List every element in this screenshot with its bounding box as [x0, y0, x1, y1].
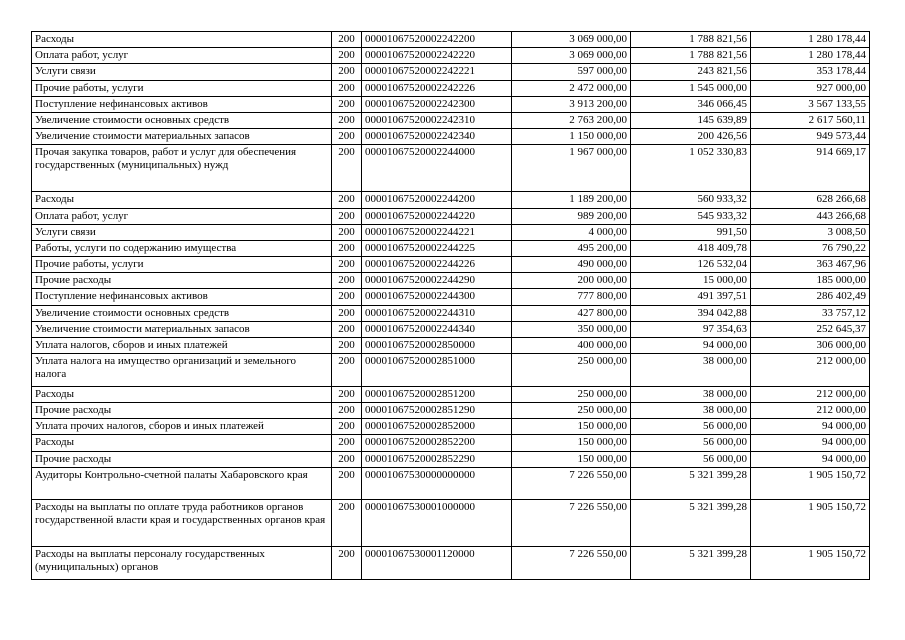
row-name-cell: Услуги связи	[32, 64, 332, 80]
row-executed-cell: 56 000,00	[631, 451, 751, 467]
row-executed-cell: 1 788 821,56	[631, 32, 751, 48]
row-executed-cell: 126 532,04	[631, 257, 751, 273]
row-approved-cell: 1 189 200,00	[512, 192, 631, 208]
row-name-cell: Прочие расходы	[32, 402, 332, 418]
row-approved-cell: 2 472 000,00	[512, 80, 631, 96]
row-approved-cell: 3 069 000,00	[512, 48, 631, 64]
row-classification-cell: 00001067530001000000	[362, 500, 512, 547]
row-name-cell: Прочие расходы	[32, 273, 332, 289]
row-unexecuted-cell: 1 280 178,44	[751, 48, 870, 64]
row-code-cell: 200	[332, 386, 362, 402]
row-name-cell: Аудиторы Контрольно-счетной палаты Хабаровского края	[32, 467, 332, 500]
row-approved-cell: 250 000,00	[512, 402, 631, 418]
row-unexecuted-cell: 914 669,17	[751, 145, 870, 192]
table-row	[32, 208, 870, 224]
row-approved-cell: 597 000,00	[512, 64, 631, 80]
row-executed-cell: 346 066,45	[631, 96, 751, 112]
row-code-cell: 200	[332, 224, 362, 240]
row-classification-cell: 00001067520002851000	[362, 354, 512, 387]
table-row	[32, 48, 870, 64]
table-body	[32, 32, 870, 580]
row-classification-cell: 00001067520002244200	[362, 192, 512, 208]
row-executed-cell: 145 639,89	[631, 112, 751, 128]
row-unexecuted-cell: 3 008,50	[751, 224, 870, 240]
row-unexecuted-cell: 1 905 150,72	[751, 500, 870, 547]
row-unexecuted-cell: 94 000,00	[751, 435, 870, 451]
row-code-cell: 200	[332, 435, 362, 451]
row-approved-cell: 350 000,00	[512, 321, 631, 337]
row-code-cell: 200	[332, 208, 362, 224]
row-name-cell: Расходы	[32, 32, 332, 48]
row-code-cell: 200	[332, 32, 362, 48]
row-classification-cell: 00001067520002242200	[362, 32, 512, 48]
row-unexecuted-cell: 76 790,22	[751, 240, 870, 256]
row-code-cell: 200	[332, 354, 362, 387]
row-unexecuted-cell: 2 617 560,11	[751, 112, 870, 128]
row-executed-cell: 991,50	[631, 224, 751, 240]
row-executed-cell: 1 788 821,56	[631, 48, 751, 64]
row-code-cell: 200	[332, 48, 362, 64]
row-approved-cell: 7 226 550,00	[512, 500, 631, 547]
row-classification-cell: 00001067520002852000	[362, 419, 512, 435]
row-classification-cell: 00001067520002244310	[362, 305, 512, 321]
row-name-cell: Прочие расходы	[32, 451, 332, 467]
row-unexecuted-cell: 3 567 133,55	[751, 96, 870, 112]
row-approved-cell: 1 967 000,00	[512, 145, 631, 192]
table-row	[32, 451, 870, 467]
table-row	[32, 32, 870, 48]
row-classification-cell: 00001067520002244225	[362, 240, 512, 256]
row-unexecuted-cell: 212 000,00	[751, 386, 870, 402]
row-classification-cell: 00001067520002242226	[362, 80, 512, 96]
row-executed-cell: 38 000,00	[631, 386, 751, 402]
row-executed-cell: 5 321 399,28	[631, 500, 751, 547]
row-unexecuted-cell: 1 905 150,72	[751, 547, 870, 580]
row-code-cell: 200	[332, 289, 362, 305]
row-code-cell: 200	[332, 96, 362, 112]
row-name-cell: Увеличение стоимости основных средств	[32, 112, 332, 128]
row-unexecuted-cell: 286 402,49	[751, 289, 870, 305]
row-classification-cell: 00001067520002242300	[362, 96, 512, 112]
table-row	[32, 419, 870, 435]
row-classification-cell: 00001067520002852290	[362, 451, 512, 467]
row-executed-cell: 1 545 000,00	[631, 80, 751, 96]
row-name-cell: Увеличение стоимости материальных запасов	[32, 129, 332, 145]
row-name-cell: Оплата работ, услуг	[32, 48, 332, 64]
row-executed-cell: 56 000,00	[631, 435, 751, 451]
row-approved-cell: 989 200,00	[512, 208, 631, 224]
row-classification-cell: 00001067520002244220	[362, 208, 512, 224]
row-executed-cell: 560 933,32	[631, 192, 751, 208]
row-code-cell: 200	[332, 451, 362, 467]
row-executed-cell: 94 000,00	[631, 338, 751, 354]
row-unexecuted-cell: 927 000,00	[751, 80, 870, 96]
row-approved-cell: 3 913 200,00	[512, 96, 631, 112]
row-unexecuted-cell: 212 000,00	[751, 354, 870, 387]
row-code-cell: 200	[332, 273, 362, 289]
row-classification-cell: 00001067530001120000	[362, 547, 512, 580]
row-approved-cell: 150 000,00	[512, 419, 631, 435]
row-name-cell: Оплата работ, услуг	[32, 208, 332, 224]
row-classification-cell: 00001067520002244226	[362, 257, 512, 273]
row-name-cell: Уплата налогов, сборов и иных платежей	[32, 338, 332, 354]
row-classification-cell: 00001067520002244300	[362, 289, 512, 305]
row-code-cell: 200	[332, 80, 362, 96]
row-approved-cell: 777 800,00	[512, 289, 631, 305]
row-name-cell: Расходы	[32, 192, 332, 208]
row-unexecuted-cell: 1 280 178,44	[751, 32, 870, 48]
row-unexecuted-cell: 363 467,96	[751, 257, 870, 273]
row-classification-cell: 00001067530000000000	[362, 467, 512, 500]
table-row	[32, 500, 870, 547]
row-classification-cell: 00001067520002244221	[362, 224, 512, 240]
row-code-cell: 200	[332, 129, 362, 145]
row-classification-cell: 00001067520002244290	[362, 273, 512, 289]
table-row	[32, 402, 870, 418]
row-unexecuted-cell: 94 000,00	[751, 419, 870, 435]
row-unexecuted-cell: 33 757,12	[751, 305, 870, 321]
row-executed-cell: 38 000,00	[631, 354, 751, 387]
row-code-cell: 200	[332, 338, 362, 354]
row-executed-cell: 5 321 399,28	[631, 547, 751, 580]
row-name-cell: Поступление нефинансовых активов	[32, 289, 332, 305]
row-unexecuted-cell: 306 000,00	[751, 338, 870, 354]
row-unexecuted-cell: 443 266,68	[751, 208, 870, 224]
row-unexecuted-cell: 252 645,37	[751, 321, 870, 337]
table-row	[32, 354, 870, 387]
row-name-cell: Работы, услуги по содержанию имущества	[32, 240, 332, 256]
row-code-cell: 200	[332, 64, 362, 80]
row-code-cell: 200	[332, 305, 362, 321]
row-code-cell: 200	[332, 240, 362, 256]
row-code-cell: 200	[332, 321, 362, 337]
row-unexecuted-cell: 185 000,00	[751, 273, 870, 289]
row-name-cell: Поступление нефинансовых активов	[32, 96, 332, 112]
row-classification-cell: 00001067520002851290	[362, 402, 512, 418]
row-approved-cell: 495 200,00	[512, 240, 631, 256]
row-approved-cell: 2 763 200,00	[512, 112, 631, 128]
row-name-cell: Расходы	[32, 435, 332, 451]
row-executed-cell: 38 000,00	[631, 402, 751, 418]
table-row	[32, 338, 870, 354]
row-unexecuted-cell: 1 905 150,72	[751, 467, 870, 500]
row-approved-cell: 490 000,00	[512, 257, 631, 273]
row-executed-cell: 418 409,78	[631, 240, 751, 256]
row-executed-cell: 545 933,32	[631, 208, 751, 224]
table-row	[32, 467, 870, 500]
row-code-cell: 200	[332, 500, 362, 547]
row-name-cell: Расходы	[32, 386, 332, 402]
table-row	[32, 80, 870, 96]
row-name-cell: Прочие работы, услуги	[32, 257, 332, 273]
table-row	[32, 386, 870, 402]
row-approved-cell: 250 000,00	[512, 354, 631, 387]
row-code-cell: 200	[332, 467, 362, 500]
table-row	[32, 305, 870, 321]
row-code-cell: 200	[332, 419, 362, 435]
table-row	[32, 96, 870, 112]
row-classification-cell: 00001067520002850000	[362, 338, 512, 354]
row-classification-cell: 00001067520002242340	[362, 129, 512, 145]
row-unexecuted-cell: 628 266,68	[751, 192, 870, 208]
row-name-cell: Увеличение стоимости материальных запасов	[32, 321, 332, 337]
row-name-cell: Услуги связи	[32, 224, 332, 240]
row-executed-cell: 15 000,00	[631, 273, 751, 289]
row-name-cell: Уплата налога на имущество организаций и земельного налога	[32, 354, 332, 387]
row-approved-cell: 400 000,00	[512, 338, 631, 354]
table-row	[32, 547, 870, 580]
row-name-cell: Прочие работы, услуги	[32, 80, 332, 96]
row-executed-cell: 200 426,56	[631, 129, 751, 145]
table-row	[32, 321, 870, 337]
row-classification-cell: 00001067520002242221	[362, 64, 512, 80]
row-executed-cell: 97 354,63	[631, 321, 751, 337]
table-row	[32, 240, 870, 256]
row-executed-cell: 1 052 330,83	[631, 145, 751, 192]
row-classification-cell: 00001067520002242220	[362, 48, 512, 64]
row-name-cell: Расходы на выплаты по оплате труда работников органов государственной власти края и государственных органов края	[32, 500, 332, 547]
row-code-cell: 200	[332, 112, 362, 128]
row-classification-cell: 00001067520002244000	[362, 145, 512, 192]
row-name-cell: Прочая закупка товаров, работ и услуг для обеспечения государственных (муниципальных) нужд	[32, 145, 332, 192]
row-approved-cell: 150 000,00	[512, 451, 631, 467]
row-unexecuted-cell: 94 000,00	[751, 451, 870, 467]
row-approved-cell: 1 150 000,00	[512, 129, 631, 145]
table-row	[32, 289, 870, 305]
row-classification-cell: 00001067520002244340	[362, 321, 512, 337]
table-row	[32, 145, 870, 192]
row-approved-cell: 200 000,00	[512, 273, 631, 289]
row-executed-cell: 5 321 399,28	[631, 467, 751, 500]
row-approved-cell: 4 000,00	[512, 224, 631, 240]
table-row	[32, 435, 870, 451]
table-row	[32, 192, 870, 208]
report-sheet	[31, 31, 870, 580]
row-code-cell: 200	[332, 145, 362, 192]
row-executed-cell: 394 042,88	[631, 305, 751, 321]
row-approved-cell: 250 000,00	[512, 386, 631, 402]
table-row	[32, 129, 870, 145]
row-classification-cell: 00001067520002242310	[362, 112, 512, 128]
row-approved-cell: 7 226 550,00	[512, 467, 631, 500]
row-name-cell: Увеличение стоимости основных средств	[32, 305, 332, 321]
row-unexecuted-cell: 212 000,00	[751, 402, 870, 418]
row-code-cell: 200	[332, 192, 362, 208]
row-code-cell: 200	[332, 547, 362, 580]
row-approved-cell: 3 069 000,00	[512, 32, 631, 48]
row-approved-cell: 7 226 550,00	[512, 547, 631, 580]
budget-execution-table	[31, 31, 870, 580]
row-approved-cell: 427 800,00	[512, 305, 631, 321]
row-approved-cell: 150 000,00	[512, 435, 631, 451]
table-row	[32, 112, 870, 128]
table-row	[32, 64, 870, 80]
table-row	[32, 273, 870, 289]
row-unexecuted-cell: 353 178,44	[751, 64, 870, 80]
row-classification-cell: 00001067520002852200	[362, 435, 512, 451]
row-code-cell: 200	[332, 402, 362, 418]
row-code-cell: 200	[332, 257, 362, 273]
row-executed-cell: 56 000,00	[631, 419, 751, 435]
row-unexecuted-cell: 949 573,44	[751, 129, 870, 145]
row-name-cell: Расходы на выплаты персоналу государственных (муниципальных) органов	[32, 547, 332, 580]
row-classification-cell: 00001067520002851200	[362, 386, 512, 402]
row-name-cell: Уплата прочих налогов, сборов и иных платежей	[32, 419, 332, 435]
table-row	[32, 224, 870, 240]
table-row	[32, 257, 870, 273]
row-executed-cell: 491 397,51	[631, 289, 751, 305]
row-executed-cell: 243 821,56	[631, 64, 751, 80]
